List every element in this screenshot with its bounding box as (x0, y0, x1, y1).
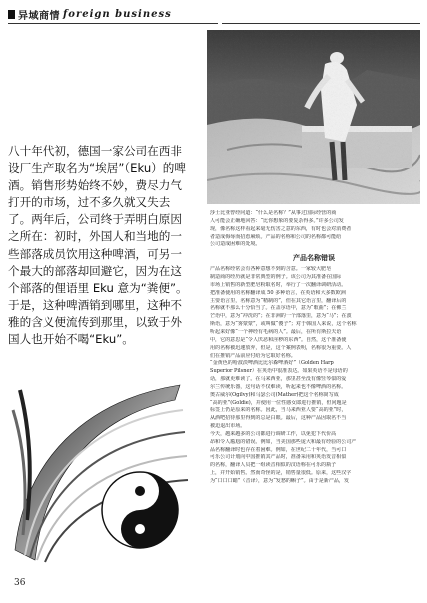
body-line: 人可能会正确地回答：“比你想象的要复杂得多。”许多公司发 (210, 217, 344, 224)
section-title: 产品名称错误 (293, 254, 335, 263)
intro-line: 设厂生产取名为“埃居”（Eku）的啤 (8, 161, 186, 176)
body-line: 斯语，意为“雾蒙蒙”，或叫做“傻子”；对于韩国人来说，这个名称 (210, 321, 357, 328)
body-line: 用的名称被迅速放弃，但是，这个案例表明，名称很为重要。人 (210, 344, 352, 351)
body-line: 们在推销产品前应付给为它取好名称。 (210, 352, 296, 359)
section-header (8, 7, 172, 21)
body-line: 芒语中，意为“冲洗的”；在非洲的一个部落里，意为“马”；在波 (210, 313, 352, 320)
body-line: 主要语言里，名称意为“精制的”，但在其它语言里，翻译后的 (210, 297, 347, 304)
intro-line: 了。两年后，公司终于弄明白原因 (8, 212, 182, 227)
intro-line: 个最大的部落却回避它，因为在这 (8, 263, 182, 278)
body-line: Superior Pilsner）在英语中很准表达。如果英语不是母语的 (210, 368, 348, 375)
header-rule-left (8, 23, 218, 24)
body-line: 尔兰传统乐器，这句话不仅难读，听起来也不像啤酒的名称。 (210, 383, 347, 390)
body-line: 从酒吧招待那里得到的总是白眼。最后，这种产品因取名不当 (210, 415, 347, 422)
desert-man-photo (207, 30, 420, 204)
article-body (210, 210, 418, 486)
intro-line: 国人也开始不喝“Eku”。 (8, 332, 134, 347)
body-line: 上，并开始销售。然而奇怪的是，销售量很低。原来，这些汉字 (210, 470, 352, 477)
intro-line: 八十年代初，德国一家公司在西非 (8, 144, 182, 158)
body-line: 者造成侮辱而招惹麻烦。产品的名称和公司的名称都可能给 (210, 233, 342, 240)
article-intro (8, 143, 186, 348)
intro-line: 于是，这种啤酒销到哪里，这种不 (8, 297, 182, 312)
body-line: 为“口口口蜡”（音译），意为“发愁的蝌子”。由于是新产品，发 (210, 478, 350, 484)
page-number: 36 (14, 578, 26, 588)
header-rule-right (222, 23, 420, 24)
body-line: 品名称翻译时也存在着困难。例如，在世纪二十年代，当可口 (210, 446, 347, 453)
body-line: 今天，越来越多的公司都进行调研工作，以免犯下代价高 (210, 430, 337, 437)
body-line: 的名称，翻译人员把一组读音相似的汉语称在可乐的瓶子 (210, 462, 337, 469)
body-line: 产品名称经常会有各种意想不到的含意。一家较大肥皂 (210, 266, 332, 273)
body-line: 昂和令人尴尬的错误。例如，当美国那些庞大和最有经验的公司产 (210, 438, 357, 445)
header-title-en: foreign business (63, 8, 172, 20)
body-line: “金黄色的哈波淡啤酒比比尔森啤酒好”（Golden Harp (210, 360, 334, 367)
intro-line: 个部落的俚语里 Eku 意为“粪便”。 (8, 280, 188, 295)
intro-line: 雅的含义便流传到那里，以致于外 (8, 314, 182, 329)
body-line: 标签上仍是原来的名称。因此，当马来西亚人要“高的亚”时， (210, 407, 347, 414)
body-line: 现，像名称这样看起来毫无伤害之意的东西，有时也会对消费者 (210, 225, 352, 232)
yin-yang-icon (102, 472, 178, 548)
header-mark (8, 10, 15, 19)
body-line: 名称就不那么十分恰当了。在盖尔语中，意为“歌曲”；在佛兰 (210, 305, 347, 312)
body-line: 中，它的意思是“令人厌恶和淫秽的东西”。自然，这个准备使 (210, 336, 347, 343)
body-line: 可乐公司计划向中国推销其产品时，准备采用和英语发音相似 (210, 454, 347, 461)
body-line: 莎士比亚曾经问道：“什么是名称？”从事过国际经营的商 (210, 210, 337, 216)
header-title-cn: 异域商情 (18, 10, 60, 22)
intro-line: 酒。销售形势始终不妙，费尽力气 (8, 178, 182, 193)
intro-line: 打开的市场，过不多久就又失去 (8, 195, 171, 210)
intro-line: 些部落成员饮用这种啤酒，可另一 (8, 246, 182, 261)
money-fan-photo (5, 370, 191, 570)
body-line: 制造商的经历就是非常典型的例子。该公司为其准备在国际 (210, 274, 342, 281)
intro-line: 之所在：初时，外国人和当地的一 (8, 229, 182, 244)
body-line: 听起来好像“一个神经有毛病的人”。最后，在所有斯拉夫语 (210, 328, 342, 335)
body-line: 奥古威尔(Ogilvy)和马瑟公司(Mather)把这个名称简写成 (210, 391, 339, 398)
body-line: 公司造成困难的处境。 (210, 241, 261, 248)
body-line: “高的亚”(Goldie)，并使用一位性感女郎进行推销，但问题是 (210, 399, 347, 406)
body-line: 把准备使用的名称翻译成 50 多种语言，在英语和大多数欧洲 (210, 289, 346, 296)
body-line: 被迫退出市场。 (210, 423, 246, 430)
body-line: 市场上销售的新型肥皂粉取名时，举行了一次翻译调研活动。 (210, 281, 347, 288)
body-line: 话，那就更难读了。在马来西亚，那里甚至没有像竖琴似的爱 (210, 376, 347, 383)
